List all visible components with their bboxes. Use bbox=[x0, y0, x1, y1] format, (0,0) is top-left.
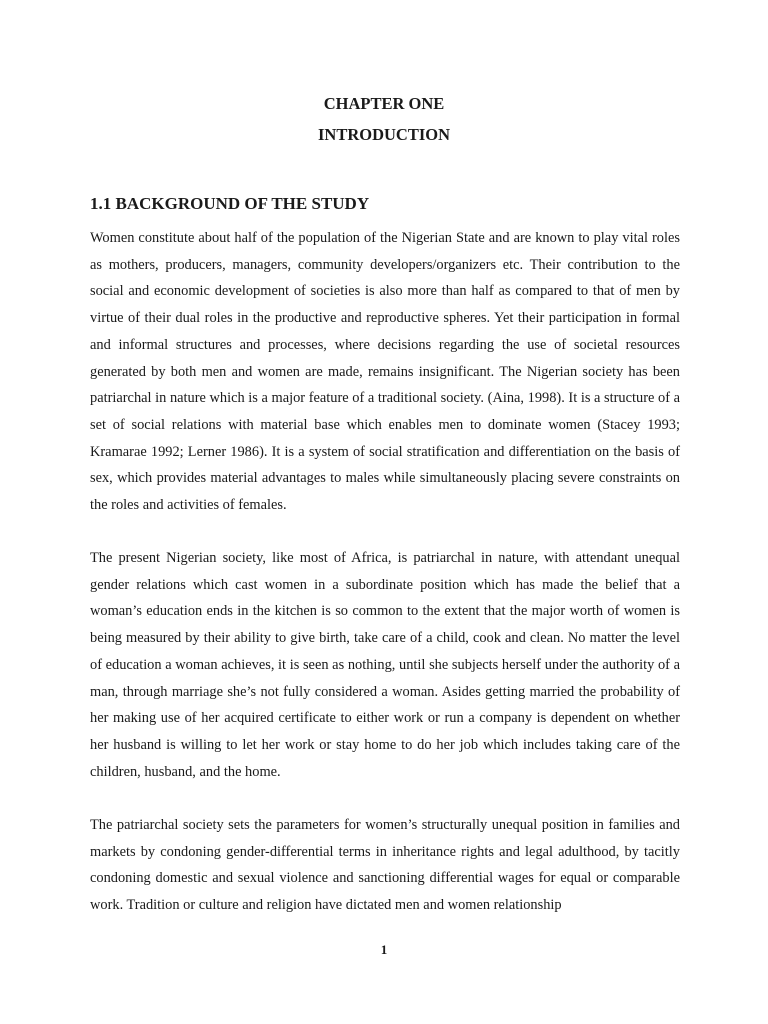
paragraph-2: The present Nigerian society, like most of Africa, is patriarchal in nature, with attendant unequal gender relations which cast women in a subordinate position which has made the belief that a woman’s education ends in the kitchen is so common to the extent that the major worth of women is being measured by their ability to give birth, take care of a child, cook and clean. No matter the level of education a woman achieves, it is seen as nothing, until she subjects herself under the authority of a man, through marriage she’s not fully considered a woman. Asides getting married the probability of her making use of her acquired certificate to either work or run a company is dependent on whether her husband is willing to let her work or stay home to do her job which includes taking care of the children, husband, and the home. bbox=[90, 550, 680, 780]
chapter-title: INTRODUCTION bbox=[317, 125, 451, 144]
section-heading: 1.1 BACKGROUND OF THE STUDY bbox=[90, 194, 370, 213]
page-number: 1 bbox=[380, 942, 388, 957]
paragraph-3: The patriarchal society sets the parameters for women’s structurally unequal position in families and markets by condoning gender-differential terms in inheritance rights and legal adulthood, by tacitly condoning domestic and sexual violence and sanctioning differential wages for equal or comparable work. Tradition or culture and religion have dictated men and women relationship bbox=[90, 817, 680, 914]
paragraph-1: Women constitute about half of the population of the Nigerian State and are known to play vital roles as mothers, producers, managers, community developers/organizers etc. Their contribution to the social and economic development of societies is also more than half as compared to that of men by virtue of their dual roles in the productive and reproductive spheres. Yet their participation in formal and informal structures and processes, where decisions regarding the use of societal resources generated by both men and women are made, remains insignificant. The Nigerian society has been patriarchal in nature which is a major feature of a traditional society. (Aina, 1998). It is a structure of a set of social relations with material base which enables men to dominate women (Stacey 1993; Kramarae 1992; Lerner 1986). It is a system of social stratification and differentiation on the basis of sex, which provides material advantages to males while simultaneously placing severe constraints on the roles and activities of females. bbox=[90, 230, 680, 514]
chapter-label: CHAPTER ONE bbox=[323, 94, 445, 113]
